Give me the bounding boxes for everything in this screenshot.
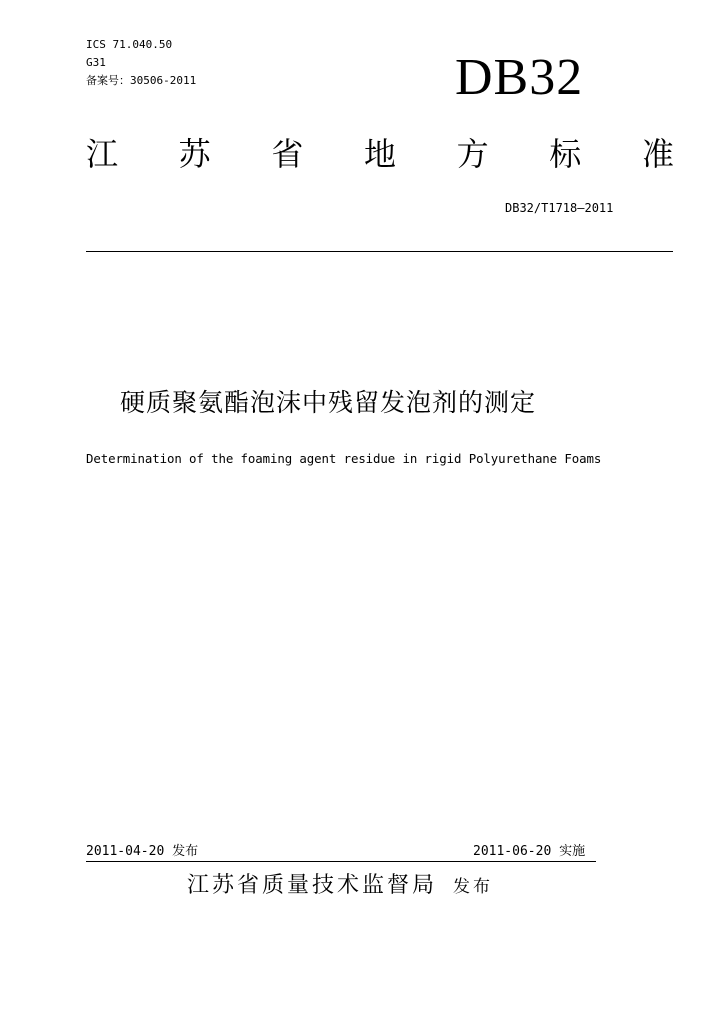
standard-type-char: 省 [271,135,304,173]
standard-type-char: 方 [456,135,489,173]
ics-code: ICS 71.040.50 [86,38,173,51]
implementation-date: 2011-06-20 实施 [473,844,586,859]
header-divider [86,251,673,252]
issue-word: 发布 [453,877,494,897]
document-title-english: Determination of the foaming agent residue in rigid Polyurethane Foams [86,451,602,466]
standard-type-char: 标 [549,135,582,173]
standard-code: DB32 [455,49,584,106]
standard-type-char: 地 [363,135,396,173]
standard-number: DB32/T1718—2011 [505,201,614,215]
standard-type-char: 江 [86,135,119,173]
issuer-line [187,871,493,902]
classification-code: G31 [86,56,106,69]
standard-type-char: 苏 [178,135,211,173]
standard-type-char: 准 [641,135,674,173]
document-title-chinese: 硬质聚氨酯泡沫中残留发泡剂的测定 [120,388,537,417]
standard-type [86,134,674,174]
footer-divider [86,861,596,862]
issue-date: 2011-04-20 发布 [86,844,199,859]
record-number: 备案号：30506-2011 [86,74,197,87]
issuer-name: 江苏省质量技术监督局 [187,873,438,898]
